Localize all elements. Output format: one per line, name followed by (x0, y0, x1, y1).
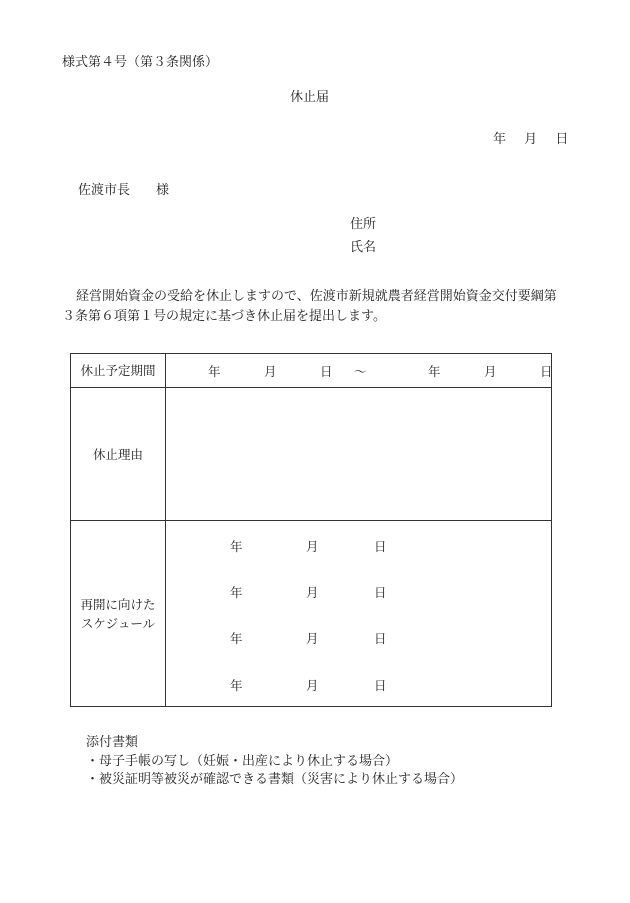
schedule-month: 月 (306, 585, 319, 600)
suspension-table (70, 353, 552, 707)
attachments-heading: 添付書類 (86, 735, 139, 750)
reason-cell[interactable] (166, 388, 552, 521)
schedule-cell[interactable] (166, 521, 552, 707)
schedule-label-line2: スケジュール (80, 615, 156, 631)
document-title: 休止届 (290, 90, 330, 105)
period-month1: 月 (264, 364, 277, 379)
reason-label: 休止理由 (71, 388, 166, 521)
period-year1: 年 (208, 364, 221, 379)
date-day: 日 (555, 132, 569, 147)
schedule-day: 日 (374, 631, 387, 646)
period-cell[interactable] (166, 354, 552, 388)
schedule-year: 年 (230, 678, 243, 693)
schedule-label (71, 521, 166, 707)
form-number: 様式第４号（第３条関係） (62, 55, 219, 70)
schedule-day: 日 (374, 585, 387, 600)
period-label: 休止予定期間 (71, 354, 166, 388)
schedule-year: 年 (230, 539, 243, 554)
address-label: 住所 (350, 217, 377, 232)
schedule-day: 日 (374, 539, 387, 554)
schedule-day: 日 (374, 678, 387, 693)
schedule-month: 月 (306, 678, 319, 693)
period-day1: 日 (320, 364, 333, 379)
schedule-month: 月 (306, 631, 319, 646)
period-year2: 年 (428, 364, 441, 379)
schedule-year: 年 (230, 585, 243, 600)
date-year: 年 (493, 132, 507, 147)
body-text: 経営開始資金の受給を休止しますので、佐渡市新規就農者経営開始資金交付要綱第３条第６項第１号の規定に基づき休止届を提出します。 (62, 289, 557, 324)
date-month: 月 (524, 132, 538, 147)
period-tilde: ～ (354, 364, 367, 379)
attachment-item: ・被災証明等被災が確認できる書類（災害により休止する場合） (86, 772, 464, 787)
attachment-item: ・母子手帳の写し（妊娠・出産により休止する場合） (86, 754, 399, 769)
name-label: 氏名 (350, 240, 377, 255)
period-month2: 月 (484, 364, 497, 379)
schedule-month: 月 (306, 539, 319, 554)
schedule-row (166, 583, 551, 603)
schedule-row (166, 676, 551, 696)
schedule-row (166, 629, 551, 649)
submission-date (493, 128, 568, 147)
period-day2: 日 (540, 364, 553, 379)
addressee: 佐渡市長 様 (78, 183, 170, 198)
schedule-row (166, 537, 551, 557)
schedule-year: 年 (230, 631, 243, 646)
schedule-label-line1: 再開に向けた (80, 596, 156, 612)
